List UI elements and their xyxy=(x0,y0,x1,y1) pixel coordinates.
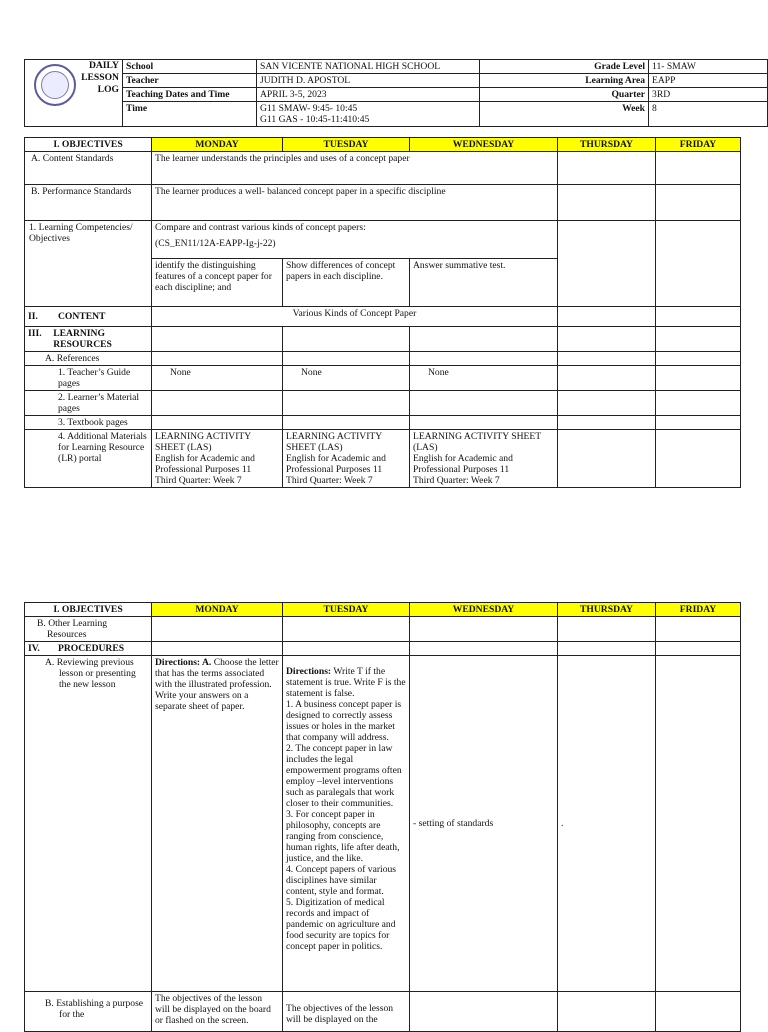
empty-cell xyxy=(283,352,410,366)
area-label: Learning Area xyxy=(480,74,649,88)
procedures-label xyxy=(25,642,152,656)
empty-cell xyxy=(152,642,283,656)
dll-title-line1: DAILY xyxy=(88,60,119,71)
review-item: 5. Digitization of medical records and impact of pandemic on agriculture and food security are topics for concept paper in politics. xyxy=(286,897,396,952)
references-label: A. References xyxy=(25,352,152,366)
additional-tuesday xyxy=(283,430,410,488)
empty-cell xyxy=(283,642,410,656)
las-subtitle: SHEET (LAS) xyxy=(286,442,343,453)
competency-tuesday: Show differences of concept papers in each discipline. xyxy=(283,259,410,307)
objectives-header-2: I. OBJECTIVES xyxy=(25,603,152,617)
empty-cell xyxy=(410,391,558,416)
review-item: 2. The concept paper in law includes the legal empowerment programs often employ –level interventions such as paralegals that work closer to their communities. xyxy=(286,743,402,809)
empty-cell xyxy=(410,416,558,430)
empty-cell xyxy=(656,327,741,352)
competencies-value xyxy=(152,221,558,259)
las-subject: English for Academic and Professional Purposes 11 xyxy=(155,453,255,475)
tg-monday: None xyxy=(152,366,283,391)
performance-standards-label: B. Performance Standards xyxy=(25,185,152,221)
competencies-label: 1. Learning Competencies/ Objectives xyxy=(25,221,152,307)
empty-cell xyxy=(410,327,558,352)
review-item: 3. For concept paper in philosophy, concepts are ranging from conscience, human rights, life after death, justice, and the like. xyxy=(286,809,400,864)
review-monday xyxy=(152,656,283,992)
empty-cell xyxy=(410,642,558,656)
empty-cell xyxy=(558,992,656,1032)
wednesday-header-2: WEDNESDAY xyxy=(410,603,558,617)
objectives-table-1 xyxy=(24,137,741,488)
las-title: LEARNING ACTIVITY SHEET xyxy=(413,431,542,442)
review-item: 4. Concept papers of various disciplines have similar content, style and format. xyxy=(286,864,397,897)
time-line2: G11 GAS - 10:45-11:410:45 xyxy=(260,114,370,125)
school-value: SAN VICENTE NATIONAL HIGH SCHOOL xyxy=(257,60,480,74)
lr-num: III. xyxy=(28,328,42,339)
empty-cell xyxy=(152,416,283,430)
review-mon-text: Choose the letter that has the terms associated with the illustrated profession. Write your answers on a separate sheet of paper. xyxy=(155,657,279,712)
friday-header-2: FRIDAY xyxy=(656,603,741,617)
tuesday-header: TUESDAY xyxy=(283,138,410,152)
time-value xyxy=(257,102,480,127)
tg-wednesday: None xyxy=(410,366,558,391)
content-standards-value: The learner understands the principles and uses of a concept paper xyxy=(152,152,558,185)
objectives-table-2 xyxy=(24,602,741,1032)
thursday-header: THURSDAY xyxy=(558,138,656,152)
time-label: Time xyxy=(123,102,257,127)
dll-title-line2: LESSON xyxy=(81,72,119,83)
empty-cell xyxy=(558,185,656,221)
empty-cell xyxy=(558,221,656,307)
content-section-label xyxy=(25,307,152,327)
dll-title-line3: LOG xyxy=(97,84,119,95)
empty-cell xyxy=(656,617,741,642)
empty-cell xyxy=(152,617,283,642)
empty-cell xyxy=(656,656,741,992)
procedures-text: PROCEDURES xyxy=(58,643,125,654)
grade-value: 11- SMAW xyxy=(649,60,768,74)
quarter-label: Quarter xyxy=(480,88,649,102)
empty-cell xyxy=(656,307,741,327)
procedures-num: IV. xyxy=(28,643,40,654)
las-subject: English for Academic and Professional Purposes 11 xyxy=(413,453,513,475)
empty-cell xyxy=(656,992,741,1032)
empty-cell xyxy=(558,416,656,430)
empty-cell xyxy=(410,617,558,642)
review-thursday: . xyxy=(558,656,656,992)
review-item: 1. A business concept paper is designed to correctly assess issues or holes in the market xyxy=(286,699,402,732)
competencies-main: Compare and contrast various kinds of concept papers: xyxy=(155,222,366,233)
dates-label: Teaching Dates and Time xyxy=(123,88,257,102)
las-subtitle: SHEET (LAS) xyxy=(155,442,212,453)
dll-title-cell xyxy=(25,60,123,127)
las-subject: English for Academic and Professional Purposes 11 xyxy=(286,453,386,475)
additional-materials-label: 4. Additional Materials for Learning Resource (LR) portal xyxy=(25,430,152,488)
teacher-value: JUDITH D. APOSTOL xyxy=(257,74,480,88)
area-value: EAPP xyxy=(649,74,768,88)
objectives-header: I. OBJECTIVES xyxy=(25,138,152,152)
performance-standards-value: The learner produces a well- balanced concept paper in a specific discipline xyxy=(152,185,558,221)
grade-label: Grade Level xyxy=(480,60,649,74)
content-value: Various Kinds of Concept Paper xyxy=(152,307,558,327)
empty-cell xyxy=(558,391,656,416)
empty-cell xyxy=(558,352,656,366)
additional-monday xyxy=(152,430,283,488)
empty-cell xyxy=(558,430,656,488)
lr-label: LEARNING RESOURCES xyxy=(53,328,112,350)
empty-cell xyxy=(656,416,741,430)
empty-cell xyxy=(656,352,741,366)
dates-value: APRIL 3-5, 2023 xyxy=(257,88,480,102)
header-table xyxy=(24,59,768,127)
empty-cell xyxy=(283,416,410,430)
las-title: LEARNING ACTIVITY xyxy=(155,431,252,442)
empty-cell xyxy=(410,352,558,366)
friday-header: FRIDAY xyxy=(656,138,741,152)
empty-cell xyxy=(410,992,558,1032)
tg-tuesday: None xyxy=(283,366,410,391)
competencies-code: (CS_EN11/12A-EAPP-Ig-j-22) xyxy=(155,238,276,249)
empty-cell xyxy=(656,642,741,656)
las-week: Third Quarter: Week 7 xyxy=(286,475,373,486)
monday-header: MONDAY xyxy=(152,138,283,152)
monday-header-2: MONDAY xyxy=(152,603,283,617)
empty-cell xyxy=(558,152,656,185)
empty-cell xyxy=(656,221,741,307)
empty-cell xyxy=(656,152,741,185)
review-tue-text: Write T if the statement is true. Write F is the statement is false. xyxy=(286,666,406,699)
school-label: School xyxy=(123,60,257,74)
quarter-value: 3RD xyxy=(649,88,768,102)
review-item: that company will address. xyxy=(286,732,389,743)
competency-monday: identify the distinguishing features of a concept paper for each discipline; and xyxy=(152,259,283,307)
empty-cell xyxy=(656,391,741,416)
empty-cell xyxy=(152,327,283,352)
las-subtitle: (LAS) xyxy=(413,442,438,453)
teachers-guide-label: 1. Teacher’s Guide pages xyxy=(25,366,152,391)
purpose-tuesday: The objectives of the lesson will be displayed on the xyxy=(283,992,410,1032)
competency-wednesday: Answer summative test. xyxy=(410,259,558,307)
content-num: II. xyxy=(28,311,38,322)
purpose-label: B. Establishing a purpose for the xyxy=(25,992,152,1032)
review-mon-directions: Directions: A. xyxy=(155,657,212,668)
review-label: A. Reviewing previous lesson or presenting the new lesson xyxy=(25,656,152,992)
empty-cell xyxy=(283,617,410,642)
tuesday-header-2: TUESDAY xyxy=(283,603,410,617)
review-tuesday xyxy=(283,656,410,992)
review-tue-directions: Directions: xyxy=(286,666,332,677)
content-standards-label: A. Content Standards xyxy=(25,152,152,185)
content-label: CONTENT xyxy=(58,311,106,322)
learners-material-label: 2. Learner’s Material pages xyxy=(25,391,152,416)
empty-cell xyxy=(558,366,656,391)
empty-cell xyxy=(283,327,410,352)
lr-section-label xyxy=(25,327,152,352)
empty-cell xyxy=(558,327,656,352)
purpose-monday: The objectives of the lesson will be displayed on the board or flashed on the screen. xyxy=(152,992,283,1032)
wednesday-header: WEDNESDAY xyxy=(410,138,558,152)
other-resources-label: B. Other Learning Resources xyxy=(25,617,152,642)
week-value: 8 xyxy=(649,102,768,127)
empty-cell xyxy=(656,430,741,488)
las-week: Third Quarter: Week 7 xyxy=(155,475,242,486)
empty-cell xyxy=(656,366,741,391)
time-line1: G11 SMAW- 9:45- 10:45 xyxy=(260,103,358,114)
las-title: LEARNING ACTIVITY xyxy=(286,431,383,442)
empty-cell xyxy=(656,185,741,221)
empty-cell xyxy=(283,391,410,416)
empty-cell xyxy=(152,391,283,416)
empty-cell xyxy=(558,642,656,656)
textbook-label: 3. Textbook pages xyxy=(25,416,152,430)
week-label: Week xyxy=(480,102,649,127)
las-week: Third Quarter: Week 7 xyxy=(413,475,500,486)
review-wednesday: - setting of standards xyxy=(410,656,558,992)
deped-seal-icon xyxy=(34,64,76,106)
additional-wednesday xyxy=(410,430,558,488)
empty-cell xyxy=(558,617,656,642)
teacher-label: Teacher xyxy=(123,74,257,88)
empty-cell xyxy=(558,307,656,327)
thursday-header-2: THURSDAY xyxy=(558,603,656,617)
empty-cell xyxy=(152,352,283,366)
